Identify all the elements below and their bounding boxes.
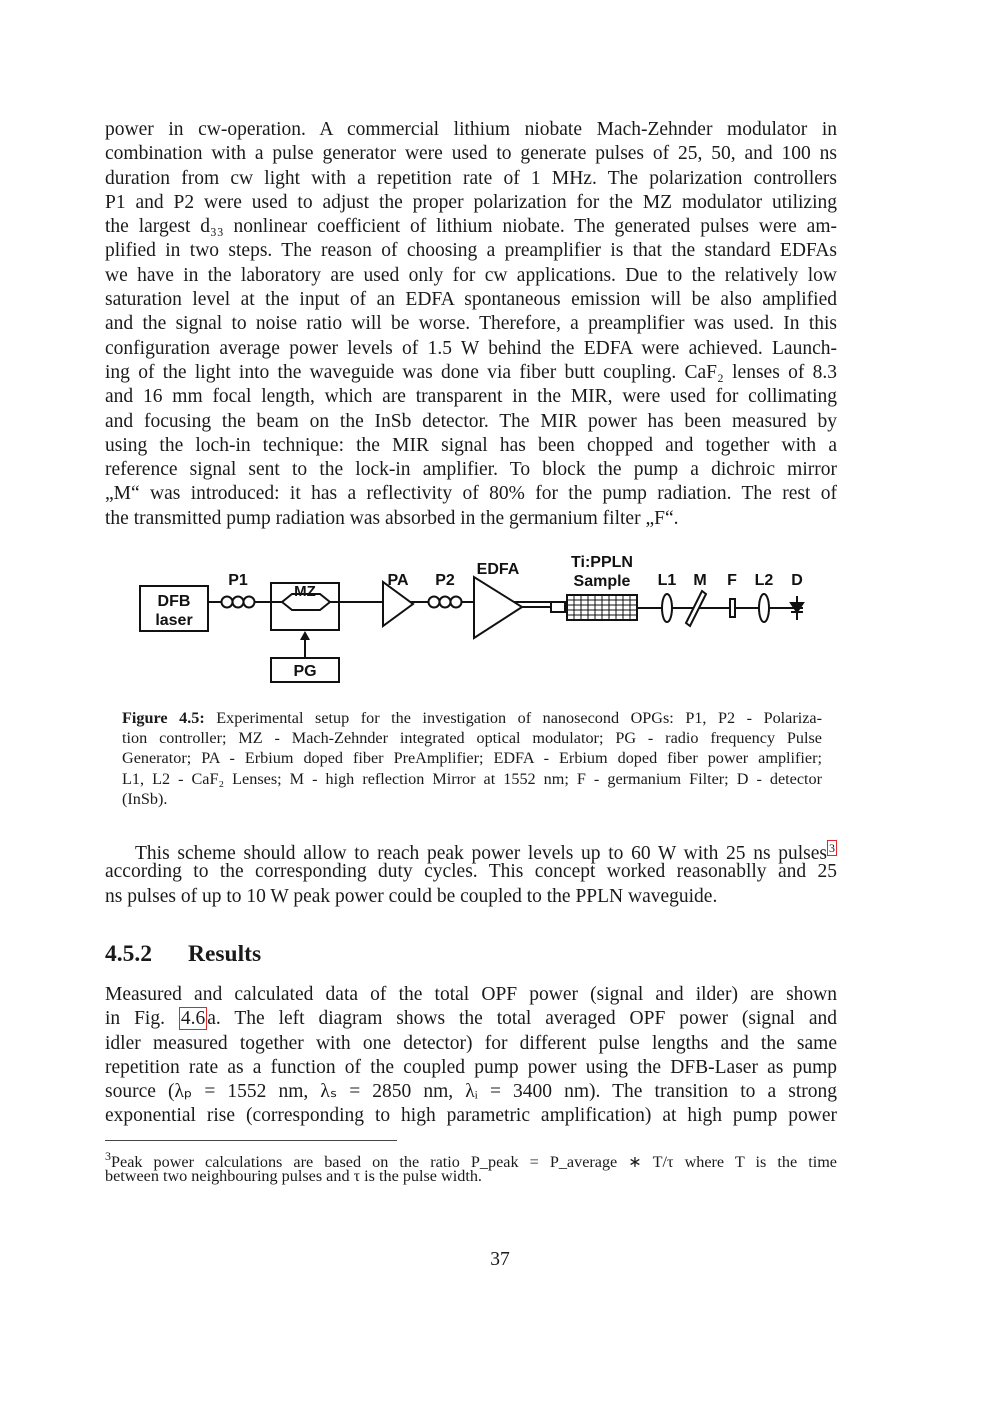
figure-setup-diagram: [130, 555, 820, 695]
caption-line: [122, 708, 822, 728]
footnote-mark: 3: [105, 1149, 111, 1163]
figure-caption: [122, 708, 822, 809]
text-line: and focusing the beam on the InSb detector. The MIR power has been measured by: [105, 410, 837, 432]
m-label: M: [693, 572, 707, 589]
paragraph-setup: [105, 118, 837, 531]
d-label: D: [791, 572, 803, 589]
text-line: saturation level at the input of an EDFA spontaneous emission will be also amplified: [105, 289, 837, 311]
l1-lens-icon: [662, 594, 672, 622]
text-line: the transmitted pump radiation was absorbed in the germanium filter „F“.: [105, 507, 679, 529]
text-line: [105, 1007, 837, 1031]
text-fragment: in Fig.: [105, 1008, 165, 1030]
caption-label: Figure 4.5:: [122, 709, 205, 727]
p1-label: P1: [228, 572, 248, 589]
paragraph-results: [105, 983, 837, 1129]
mz-label: MZ: [294, 583, 316, 600]
filter-icon: [730, 599, 735, 617]
text-line: we have in the laboratory are used only for cw applications. Due to the relatively low: [105, 264, 837, 286]
text-line: power in cw-operation. A commercial lithium niobate Mach-Zehnder modulator in: [105, 119, 837, 140]
section-number: 4.5.2: [105, 941, 152, 967]
text-line: „M“ was introduced: it has a reflectivity of 80% for the pump radiation. The rest of: [105, 483, 837, 505]
p2-coil-icon: [429, 597, 462, 608]
text-line: exponential rise (corresponding to high parametric amplification) at high pump power: [105, 1105, 837, 1127]
f-label: F: [727, 572, 737, 589]
text-line: the largest d₃₃ nonlinear coefficient of lithium niobate. The generated pulses were am-: [105, 216, 837, 238]
footnote-line: between two neighbouring pulses and τ is the pulse width.: [105, 1167, 482, 1186]
footnote-line: [105, 1146, 837, 1171]
text-line: ing of the light into the waveguide was done via fiber butt coupling. CaF₂ lenses of 8.3: [105, 361, 837, 383]
text-line: [105, 836, 837, 864]
text-line: idler measured together with one detector) for different pulse lengths and the same: [105, 1032, 837, 1054]
edfa-amplifier-icon: [474, 577, 522, 638]
l2-lens-icon: [759, 594, 769, 622]
sample-label-1: Ti:PPLN: [571, 554, 633, 571]
section-title: Results: [188, 941, 262, 967]
caption-line: Generator; PA - Erbium doped fiber PreAmplifier; EDFA - Erbium doped fiber power amplifier;: [122, 749, 822, 768]
dfb-label: DFB: [157, 593, 191, 610]
p2-label: P2: [435, 572, 455, 589]
text-line: using the loch-in technique: the MIR signal has been chopped and together with a: [105, 434, 837, 456]
caption-line: L1, L2 - CaF₂ Lenses; M - high reflection Mirror at 1552 nm; F - germanium Filter; D - detector: [122, 769, 822, 788]
edfa-label: EDFA: [476, 561, 520, 578]
pa-label: PA: [387, 572, 409, 589]
text-line: and the signal to noise ratio will be worse. Therefore, a preamplifier was used. In this: [105, 313, 837, 335]
l2-label: L2: [754, 572, 774, 589]
text-fragment: This scheme should allow to reach peak power levels up to 60 W with 25 ns pulses: [135, 843, 827, 864]
l1-label: L1: [657, 572, 677, 589]
text-line: and 16 mm focal length, which are transparent in the MIR, were used for collimating: [105, 386, 837, 408]
text-line: plified in two steps. The reason of choosing a preamplifier is that the standard EDFAs: [105, 240, 837, 262]
caption-line: (InSb).: [122, 789, 168, 808]
laser-label: laser: [155, 612, 193, 629]
text-line: according to the corresponding duty cycles. This concept worked reasonablly and 25: [105, 861, 837, 883]
text-fragment: a. The left diagram shows the total averaged OPF power (signal and: [207, 1008, 838, 1030]
caption-line: tion controller; MZ - Mach-Zehnder integrated optical modulator; PG - radio frequency Pulse: [122, 729, 822, 748]
caption-text: Experimental setup for the investigation of nanosecond OPGs: P1, P2 - Polariza-: [216, 709, 823, 727]
pg-arrow-icon: [300, 631, 310, 640]
setup-diagram: [130, 555, 820, 695]
text-line: reference signal sent to the lock-in amplifier. To block the pump a dichroic mirror: [105, 459, 837, 481]
p1-coil-icon: [222, 597, 255, 608]
fiber-ferrule: [551, 602, 565, 612]
footnote-link[interactable]: 3: [829, 841, 835, 855]
text-line: ns pulses of up to 10 W peak power could be coupled to the PPLN waveguide.: [105, 885, 718, 907]
text-line: configuration average power levels of 1.5 W behind the EDFA were achieved. Launch-: [105, 337, 837, 359]
text-line: P1 and P2 were used to adjust the proper polarization for the MZ modulator utilizing: [105, 191, 837, 213]
page-number: 37: [490, 1249, 510, 1270]
figure-ref-link[interactable]: 4.6: [180, 1008, 206, 1030]
text-line: duration from cw light with a repetition rate of 1 MHz. The polarization controllers: [105, 167, 837, 189]
text-line: combination with a pulse generator were used to generate pulses of 25, 50, and 100 ns: [105, 143, 837, 165]
sample-label-2: Sample: [573, 573, 631, 590]
paragraph-scheme: [105, 836, 837, 909]
section-heading: [105, 941, 261, 968]
footnote: [105, 1146, 837, 1186]
text-line: repetition rate as a function of the coupled pump power using the DFB-Laser as pump: [105, 1056, 837, 1078]
text-line: source (λₚ = 1552 nm, λₛ = 2850 nm, λᵢ = 3400 nm). The transition to a strong: [105, 1081, 837, 1103]
text-line: Measured and calculated data of the total OPF power (signal and ilder) are shown: [105, 984, 837, 1005]
pg-label: PG: [293, 663, 317, 680]
footnote-rule: [105, 1140, 397, 1141]
footnote-text: Peak power calculations are based on the ratio P_peak = P_average ∗ T/τ where T is the time: [111, 1153, 837, 1171]
